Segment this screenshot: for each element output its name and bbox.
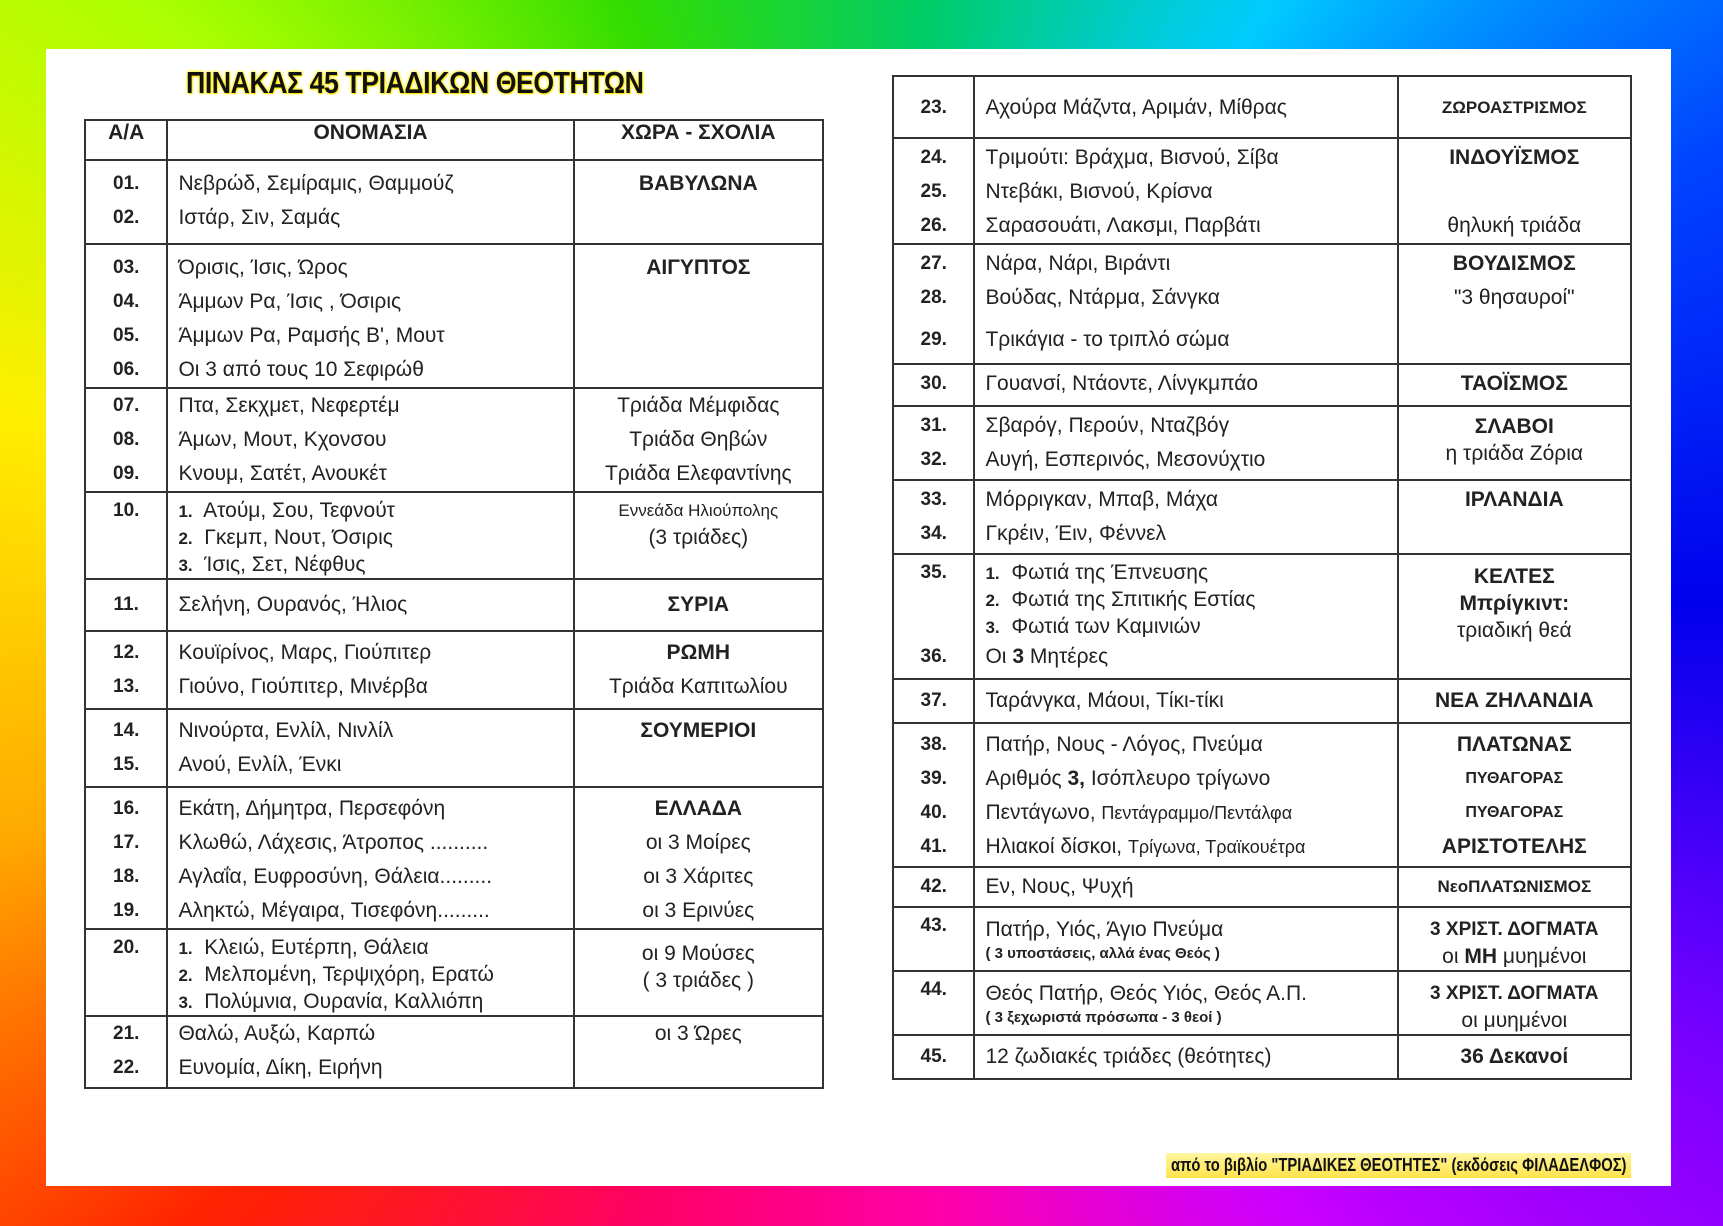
group-slavs [893,406,1631,480]
region-label [1399,175,1630,209]
row-name: Οι 3 Μητέρες [985,645,1109,668]
row-name: Πατήρ, Νους - Λόγος, Πνεύμα [985,733,1263,756]
row-num: 33. [920,489,947,510]
header-num: Α/Α [85,120,167,160]
group-buddhism [893,244,1631,364]
source-footer: από το βιβλίο "ΤΡΙΑΔΙΚΕΣ ΘΕΟΤΗΤΕΣ" (εκδόσεις ΦΙΛΑΔΕΛΦΟΣ) [1166,1153,1631,1178]
group-babylon [85,160,823,244]
region-label: οι μυημένοι [1461,1009,1568,1032]
region-label: Μπρίγκιντ: [1459,592,1570,615]
row-num: 35. [920,562,947,583]
row-name: Ιστάρ, Σιν, Σαμάς [178,206,341,229]
region-label: ΙΡΛΑΝΔΙΑ [1464,488,1564,511]
row-name: Εκάτη, Δήμητρα, Περσεφόνη [178,797,446,820]
row-num: 16. [113,798,140,819]
group-philosophy [893,723,1631,867]
row-num: 32. [920,449,947,470]
document-sheet [46,49,1671,1186]
row-num: 08. [113,429,140,450]
row-name: 2. Γκεμπ, Νουτ, Όσιρις [178,526,393,549]
row-name: Οι 3 από τους 10 Σεφιρώθ [178,358,424,381]
region-label: "3 θησαυροί" [1453,286,1575,309]
group-zoroastrianism [893,76,1631,138]
row-num: 20. [113,937,140,958]
region-label: Τριάδα Ελεφαντίνης [604,462,792,485]
region-label: ΠΥΘΑΓΟΡΑΣ [1465,804,1564,821]
region-label: Τριάδα Θηβών [629,428,768,451]
row-num: 45. [920,1046,947,1067]
row-num: 43. [920,915,947,936]
region-label: τριαδική θεά [1456,619,1572,642]
group-greece [85,787,823,929]
region-label: 3 ΧΡΙΣΤ. ΔΟΓΜΑΤΑ [1430,919,1599,940]
region-label: ΤΑΟΪΣΜΟΣ [1460,372,1568,395]
row-num: 38. [920,734,947,755]
region-label: οι 3 Μοίρες [645,831,751,854]
group-hours [85,1016,823,1088]
group-sumer [85,709,823,787]
row-name: Κουϊρίνος, Μαρς, Γιούπιτερ [178,641,432,664]
row-name: Ανού, Ενλίλ, Ένκι [178,753,342,776]
row-num: 12. [113,642,140,663]
row-num: 39. [920,768,947,789]
group-christian-1 [893,907,1631,971]
row-name: 2. Μελπομένη, Τερψιχόρη, Ερατώ [178,963,494,986]
region-label: ΝεοΠΛΑΤΩΝΙΣΜΟΣ [1437,877,1592,896]
row-num: 13. [113,676,140,697]
row-num: 42. [920,876,947,897]
row-num: 02. [113,207,140,228]
region-label: Εννεάδα Ηλιούπολης [618,501,779,520]
row-num: 10. [113,500,140,521]
region-label: οι 3 Ερινύες [642,899,755,922]
row-num: 14. [113,720,140,741]
row-num: 22. [113,1057,140,1078]
row-note: ( 3 υποστάσεις, αλλά ένας Θεός ) [985,945,1220,962]
row-name: Κνουμ, Σατέτ, Ανουκέτ [178,462,387,485]
row-num: 26. [920,215,947,236]
row-name: Πεντάγωνο, Πεντάγραμμο/Πεντάλφα [985,801,1293,824]
row-name: 1. Φωτιά της Έπνευσης [985,561,1209,584]
region-label: ΣΛΑΒΟΙ [1474,415,1554,438]
group-syria [85,579,823,631]
region-label: η τριάδα Ζόρια [1445,442,1584,465]
region-label: ΣΟΥΜΕΡΙΟΙ [640,719,757,742]
header-region: ΧΩΡΑ - ΣΧΟΛΙΑ [574,120,823,160]
row-name: Κλωθώ, Λάχεσις, Άτροπος .......... [178,831,489,854]
row-num: 27. [920,253,947,274]
region-label: ΙΝΔΟΥΪΣΜΟΣ [1449,146,1580,169]
group-neoplatonism [893,867,1631,907]
row-name: Θαλώ, Αυξώ, Καρπώ [178,1022,376,1045]
row-num: 40. [920,802,947,823]
region-label: ΑΡΙΣΤΟΤΕΛΗΣ [1441,835,1587,858]
region-label: ( 3 τριάδες ) [642,969,754,992]
row-name: Αυγή, Εσπερινός, Μεσονύχτιο [985,448,1266,471]
row-num: 09. [113,463,140,484]
group-muses [85,929,823,1016]
row-num: 11. [113,594,139,615]
region-label: ΒΟΥΔΙΣΜΟΣ [1452,252,1576,275]
group-new-zealand [893,679,1631,723]
row-name: Ευνομία, Δίκη, Ειρήνη [178,1056,383,1079]
region-label: 36 Δεκανοί [1460,1045,1569,1068]
row-name: Όρισις, Ίσις, Ώρος [178,256,348,279]
row-name: Άμμων Ρα, Ίσις , Όσιρις [178,290,402,313]
region-label: οι 3 Ώρες [654,1022,742,1045]
region-label: ΠΛΑΤΩΝΑΣ [1456,733,1572,756]
row-name: 1. Κλειώ, Ευτέρπη, Θάλεια [178,936,429,959]
row-name: Ντεβάκι, Βισνού, Κρίσνα [985,180,1213,203]
region-label: οι 3 Χάριτες [643,865,754,888]
row-num: 17. [113,832,140,853]
row-num: 03. [113,257,140,278]
header-name: ΟΝΟΜΑΣΙΑ [167,120,573,160]
group-taoism [893,364,1631,406]
group-zodiac [893,1035,1631,1079]
row-name: Βούδας, Ντάρμα, Σάνγκα [985,286,1220,309]
group-rome [85,631,823,709]
row-num: 36. [920,646,947,667]
region-label: ΡΩΜΗ [666,641,731,664]
row-name: Τριμούτι: Βράχμα, Βισνού, Σίβα [985,146,1279,169]
row-num: 01. [113,173,140,194]
row-name: Μόρριγκαν, Μπαβ, Μάχα [985,488,1219,511]
row-name: 1. Ατούμ, Σου, Τεφνούτ [178,499,395,522]
row-name: Ταράνγκα, Μάουι, Τίκι-τίκι [985,689,1224,712]
row-num: 29. [920,329,947,350]
region-label: ΕΛΛΑΔΑ [654,797,743,820]
row-name: Νάρα, Νάρι, Βιράντι [985,252,1171,275]
region-label: ΝΕΑ ΖΗΛΑΝΔΙΑ [1434,689,1594,712]
group-egypt [85,244,823,388]
region-label: 3 ΧΡΙΣΤ. ΔΟΓΜΑΤΑ [1430,983,1599,1004]
group-celts [893,554,1631,679]
row-name: Θεός Πατήρ, Θεός Υιός, Θεός Α.Π. [985,982,1308,1005]
row-name: Αγλαΐα, Ευφροσύνη, Θάλεια......... [178,865,493,888]
row-note: ( 3 ξεχωριστά πρόσωπα - 3 θεοί ) [985,1009,1222,1026]
region-label: οι 9 Μούσες [641,942,755,965]
group-christian-2 [893,971,1631,1035]
region-label: ΖΩΡΟΑΣΤΡΙΣΜΟΣ [1441,98,1587,117]
row-num: 18. [113,866,140,887]
row-name: Αριθμός 3, Ισόπλευρο τρίγωνο [985,767,1271,790]
region-label: ΑΙΓΥΠΤΟΣ [646,256,751,279]
row-num: 24. [920,147,947,168]
row-name: Άμμων Ρα, Ραμσής Β', Μουτ [178,324,445,347]
row-num: 07. [113,395,140,416]
row-num: 06. [113,359,140,380]
group-egypt-triads [85,388,823,492]
row-num: 44. [920,979,947,1000]
row-name: Γουανσί, Ντάοντε, Λίνγκμπάο [985,372,1259,395]
row-num: 28. [920,287,947,308]
region-label: ΣΥΡΙΑ [667,593,730,616]
region-label: (3 τριάδες) [648,526,749,549]
group-hinduism [893,138,1631,244]
region-label: οι ΜΗ μυημένοι [1442,945,1587,968]
region-label: ΚΕΛΤΕΣ [1473,565,1555,588]
header-row [85,120,823,160]
row-name: Σαρασουάτι, Λακσμι, Παρβάτι [985,214,1261,237]
page-title: ΠΙΝΑΚΑΣ 45 ΤΡΙΑΔΙΚΩΝ ΘΕΟΤΗΤΩΝ [186,65,644,100]
row-num: 23. [920,97,947,118]
row-num: 19. [113,900,140,921]
region-label: Τριάδα Μέμφιδας [617,394,780,417]
row-name: Γιούνο, Γιούπιτερ, Μινέρβα [178,675,428,698]
row-num: 37. [920,690,947,711]
row-name: Τρικάγια - το τριπλό σώμα [985,328,1230,351]
row-name: Σελήνη, Ουρανός, Ήλιος [178,593,408,616]
row-name: 3. Ίσις, Σετ, Νέφθυς [178,553,366,576]
row-num: 41. [920,836,947,857]
row-num: 15. [113,754,140,775]
region-label: ΠΥΘΑΓΟΡΑΣ [1465,770,1564,787]
row-num: 25. [920,181,947,202]
row-name: Νινούρτα, Ενλίλ, Νινλίλ [178,719,394,742]
row-name: Αληκτώ, Μέγαιρα, Τισεφόνη......... [178,899,490,922]
row-name: Πτα, Σεκχμετ, Νεφερτέμ [178,394,400,417]
row-name: Γκρέιν, Έιν, Φέννελ [985,522,1166,545]
group-ireland [893,480,1631,554]
row-num: 34. [920,523,947,544]
row-name: Πατήρ, Υιός, Άγιο Πνεύμα [985,918,1224,941]
region-label: Τριάδα Καπιτωλίου [608,675,788,698]
row-num: 05. [113,325,140,346]
right-table [892,75,1632,1080]
row-name: Ηλιακοί δίσκοι, Τρίγωνα, Τραϊκουέτρα [985,835,1306,858]
row-name: Σβαρόγ, Περούν, Νταζβόγ [985,414,1230,437]
row-name: Αχούρα Μάζντα, Αριμάν, Μίθρας [985,96,1287,119]
left-table [84,119,824,1089]
row-name: Άμων, Μουτ, Κχονσου [178,428,387,451]
row-name: 2. Φωτιά της Σπιτικής Εστίας [985,588,1256,611]
row-name: 12 ζωδιακές τριάδες (θεότητες) [985,1045,1272,1068]
row-name: 3. Φωτιά των Καμινιών [985,615,1201,638]
row-name: Νεβρώδ, Σεμίραμις, Θαμμούζ [178,172,454,195]
row-name: 3. Πολύμνια, Ουρανία, Καλλιόπη [178,990,484,1013]
row-num: 21. [113,1023,140,1044]
region-label: ΒΑΒΥΛΩΝΑ [638,172,758,195]
row-num: 31. [920,415,947,436]
region-label: θηλυκή τριάδα [1447,214,1582,237]
group-egypt-ennead [85,492,823,579]
row-num: 30. [920,373,947,394]
row-name: Εν, Νους, Ψυχή [985,875,1134,898]
row-num: 04. [113,291,140,312]
